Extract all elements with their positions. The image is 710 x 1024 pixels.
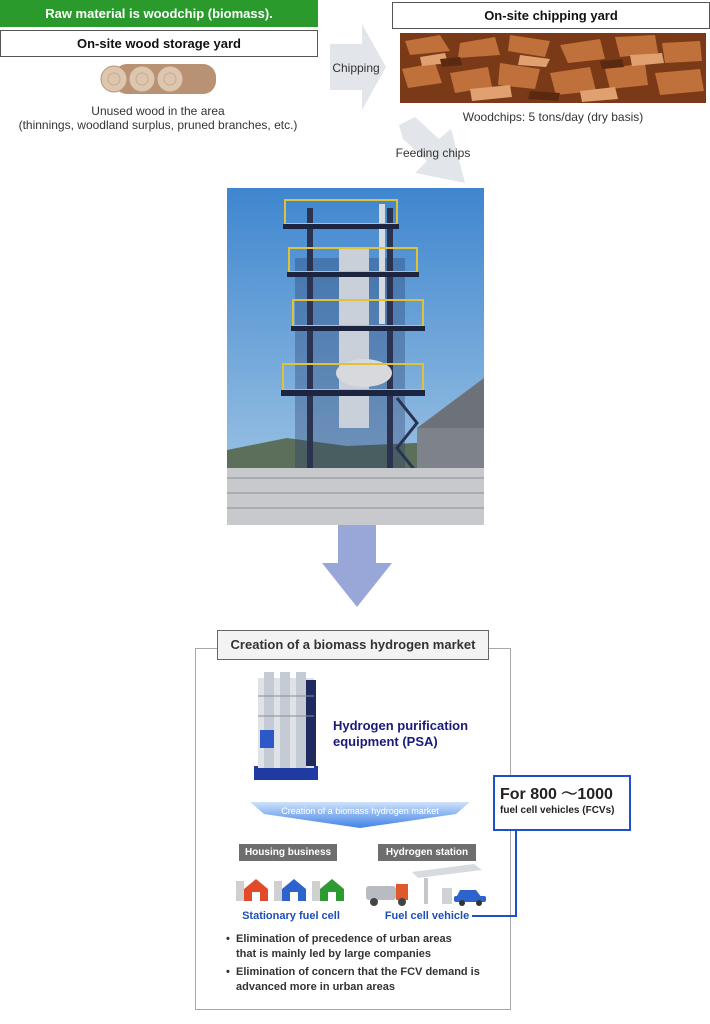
psa-label-line2: equipment (PSA) bbox=[333, 734, 438, 749]
housing-business-tag: Housing business bbox=[239, 844, 337, 861]
storage-caption-line1: Unused wood in the area bbox=[91, 104, 225, 118]
market-title: Creation of a biomass hydrogen market bbox=[217, 630, 489, 660]
callout-connector bbox=[470, 825, 530, 920]
bullet-2-line2: advanced more in urban areas bbox=[236, 981, 395, 993]
fcv-callout-caption: fuel cell vehicles (FCVs) bbox=[500, 805, 615, 816]
woodchips-photo bbox=[400, 33, 706, 103]
psa-equipment-photo bbox=[244, 666, 324, 784]
bullet-item bbox=[226, 965, 496, 995]
bullet-1-line1: Elimination of precedence of urban areas bbox=[236, 933, 452, 945]
raw-material-banner: Raw material is woodchip (biomass). bbox=[0, 0, 318, 27]
down-arrow bbox=[320, 525, 394, 609]
bullet-1-line2: that is mainly led by large companies bbox=[236, 948, 432, 960]
chipping-caption: Woodchips: 5 tons/day (dry basis) bbox=[462, 110, 644, 124]
bullet-item bbox=[226, 932, 496, 962]
market-ribbon-label: Creation of a biomass hydrogen market bbox=[281, 806, 439, 816]
hydrogen-station-tag: Hydrogen station bbox=[378, 844, 476, 861]
chipping-label: Chipping bbox=[332, 61, 380, 75]
feeding-label: Feeding chips bbox=[395, 146, 471, 160]
psa-label-line1: Hydrogen purification bbox=[333, 718, 469, 733]
bullet-2-line1: Elimination of concern that the FCV demand is bbox=[236, 966, 480, 978]
chipping-yard-title: On-site chipping yard bbox=[392, 2, 710, 29]
bullet-dot: • bbox=[226, 933, 230, 945]
storage-caption-line2: (thinnings, woodland surplus, pruned branches, etc.) bbox=[18, 118, 298, 132]
gasification-plant-photo bbox=[227, 188, 484, 525]
storage-yard-title: On-site wood storage yard bbox=[0, 30, 318, 57]
bullet-list bbox=[226, 932, 496, 995]
fuel-cell-vehicle-label: Fuel cell vehicle bbox=[384, 910, 470, 922]
houses-icon bbox=[236, 877, 348, 903]
logs-illustration bbox=[100, 60, 218, 98]
stationary-fuel-cell-label: Stationary fuel cell bbox=[242, 910, 340, 922]
bullet-dot: • bbox=[226, 966, 230, 978]
fcv-callout bbox=[493, 775, 631, 831]
fcv-callout-count: For 800 ～1000 bbox=[500, 786, 613, 803]
